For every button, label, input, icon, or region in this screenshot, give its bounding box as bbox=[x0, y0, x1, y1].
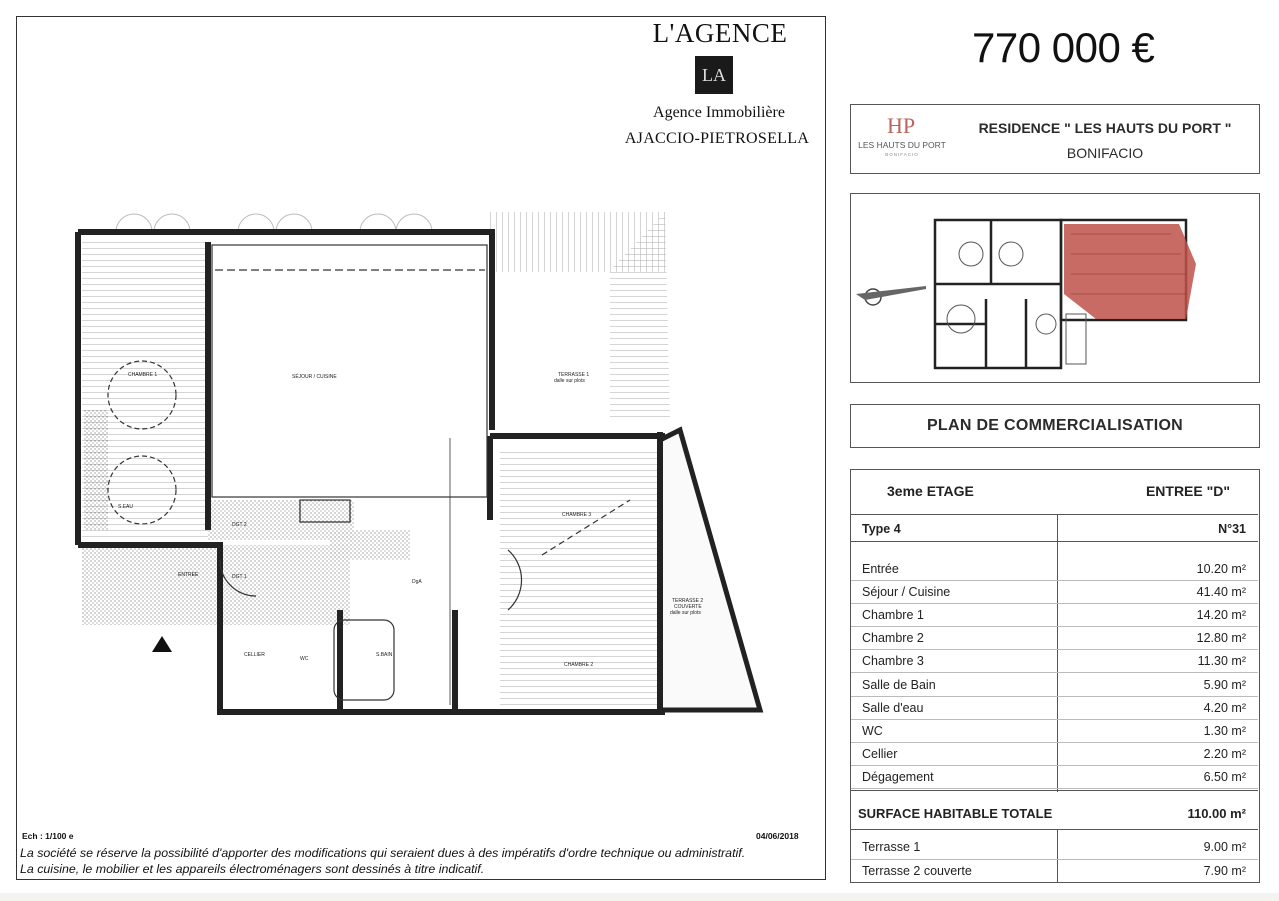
label-salle-de-bain: S.BAIN bbox=[376, 652, 393, 658]
floor-label: 3eme ETAGE bbox=[887, 483, 974, 499]
room-area: 14.20 m² bbox=[1196, 608, 1246, 623]
plan-heading-text: PLAN DE COMMERCIALISATION bbox=[926, 417, 1184, 434]
plan-heading bbox=[850, 404, 1260, 448]
room-area: 11.30 m² bbox=[1197, 654, 1246, 669]
total-value: 110.00 m² bbox=[1187, 806, 1246, 821]
room-area: 2.20 m² bbox=[1203, 746, 1246, 761]
label-terrasse-1: TERRASSE 1 bbox=[558, 372, 590, 378]
residence-title: RESIDENCE " LES HAUTS DU PORT " bbox=[978, 120, 1232, 136]
entry-arrow-icon bbox=[152, 636, 172, 652]
label-sejour: SÉJOUR / CUISINE bbox=[292, 374, 337, 380]
disclaimer-line-1: La société se réserve la possibilité d'apporter des modifications qui seraient dues à des impératifs d'ordre technique ou administratif. bbox=[20, 846, 746, 860]
residence-logo-name: LES HAUTS DU PORT bbox=[858, 140, 946, 150]
label-chambre-3: CHAMBRE 3 bbox=[562, 512, 592, 518]
outdoor-name: Terrasse 2 couverte bbox=[862, 864, 972, 878]
outdoor-area: 9.00 m² bbox=[1203, 840, 1246, 854]
room-area: 41.40 m² bbox=[1196, 585, 1246, 600]
residence-logo-icon: HP bbox=[887, 113, 916, 138]
outdoor-name: Terrasse 1 bbox=[862, 840, 921, 854]
residence-logo-city: BONIFACIO bbox=[885, 152, 919, 157]
label-terrasse-2-sub: dalle sur plots bbox=[670, 610, 701, 616]
key-plan-drawing bbox=[851, 194, 1258, 381]
agency-logo bbox=[695, 56, 733, 94]
disclaimer-line-2: La cuisine, le mobilier et les appareils électroménagers sont dessinés à titre indicatif. bbox=[20, 862, 485, 876]
room-area: 5.90 m² bbox=[1203, 677, 1246, 692]
label-degagement: DgA bbox=[412, 579, 422, 585]
apartment-floor-plan bbox=[70, 200, 770, 720]
apartment-number: N°31 bbox=[1218, 522, 1246, 536]
plan-scale: Ech : 1/100 e bbox=[22, 831, 74, 841]
price: 770 000 € bbox=[972, 24, 1155, 71]
label-chambre-1: CHAMBRE 1 bbox=[128, 372, 158, 378]
room-name: Dégagement bbox=[862, 769, 934, 784]
room-area: 4.20 m² bbox=[1203, 700, 1246, 715]
label-entree: ENTREE bbox=[178, 572, 199, 578]
label-salle-eau: S.EAU bbox=[118, 504, 134, 510]
label-chambre-2: CHAMBRE 2 bbox=[564, 662, 594, 668]
room-name: Salle d'eau bbox=[862, 700, 924, 715]
room-area: 6.50 m² bbox=[1203, 769, 1246, 784]
label-terrasse-1-sub: dalle sur plots bbox=[554, 378, 585, 384]
agency-subtitle: Agence Immobilière bbox=[653, 104, 785, 121]
outdoor-area: 7.90 m² bbox=[1203, 864, 1246, 878]
agency-location: AJACCIO-PIETROSELLA bbox=[624, 130, 810, 147]
room-area: 10.20 m² bbox=[1196, 562, 1246, 576]
label-cellier: CELLIER bbox=[244, 652, 265, 658]
room-name: Chambre 1 bbox=[862, 608, 924, 623]
north-arrow-icon bbox=[856, 286, 926, 305]
residence-city: BONIFACIO bbox=[1066, 145, 1144, 161]
label-dgt-1: DGT 2 bbox=[232, 522, 247, 528]
room-name: Salle de Bain bbox=[862, 677, 936, 692]
room-name: Chambre 2 bbox=[862, 631, 924, 646]
room-area: 1.30 m² bbox=[1203, 723, 1246, 738]
room-area: 12.80 m² bbox=[1196, 631, 1246, 646]
bottom-strip bbox=[0, 893, 1279, 901]
entrance-label: ENTREE "D" bbox=[1145, 483, 1230, 499]
total-label: SURFACE HABITABLE TOTALE bbox=[858, 806, 1053, 821]
apartment-spec-table bbox=[850, 469, 1260, 883]
agency-logo-text: LA bbox=[702, 64, 726, 85]
label-wc: WC bbox=[300, 656, 309, 662]
highlighted-apartment bbox=[1064, 224, 1196, 319]
label-terrasse-2-b: COUVERTE bbox=[674, 604, 702, 610]
plan-date: 04/06/2018 bbox=[756, 831, 799, 841]
apartment-type: Type 4 bbox=[862, 522, 901, 536]
building-key-plan bbox=[850, 193, 1260, 383]
room-name: WC bbox=[862, 723, 883, 738]
room-name: Cellier bbox=[862, 746, 898, 761]
label-dgt-2: DGT 1 bbox=[232, 574, 247, 580]
room-name: Séjour / Cuisine bbox=[862, 585, 951, 600]
label-terrasse-2: TERRASSE 2 bbox=[672, 598, 704, 604]
agency-name: L'AGENCE bbox=[652, 18, 788, 48]
room-name: Chambre 3 bbox=[862, 654, 924, 669]
room-name: Entrée bbox=[862, 562, 899, 576]
